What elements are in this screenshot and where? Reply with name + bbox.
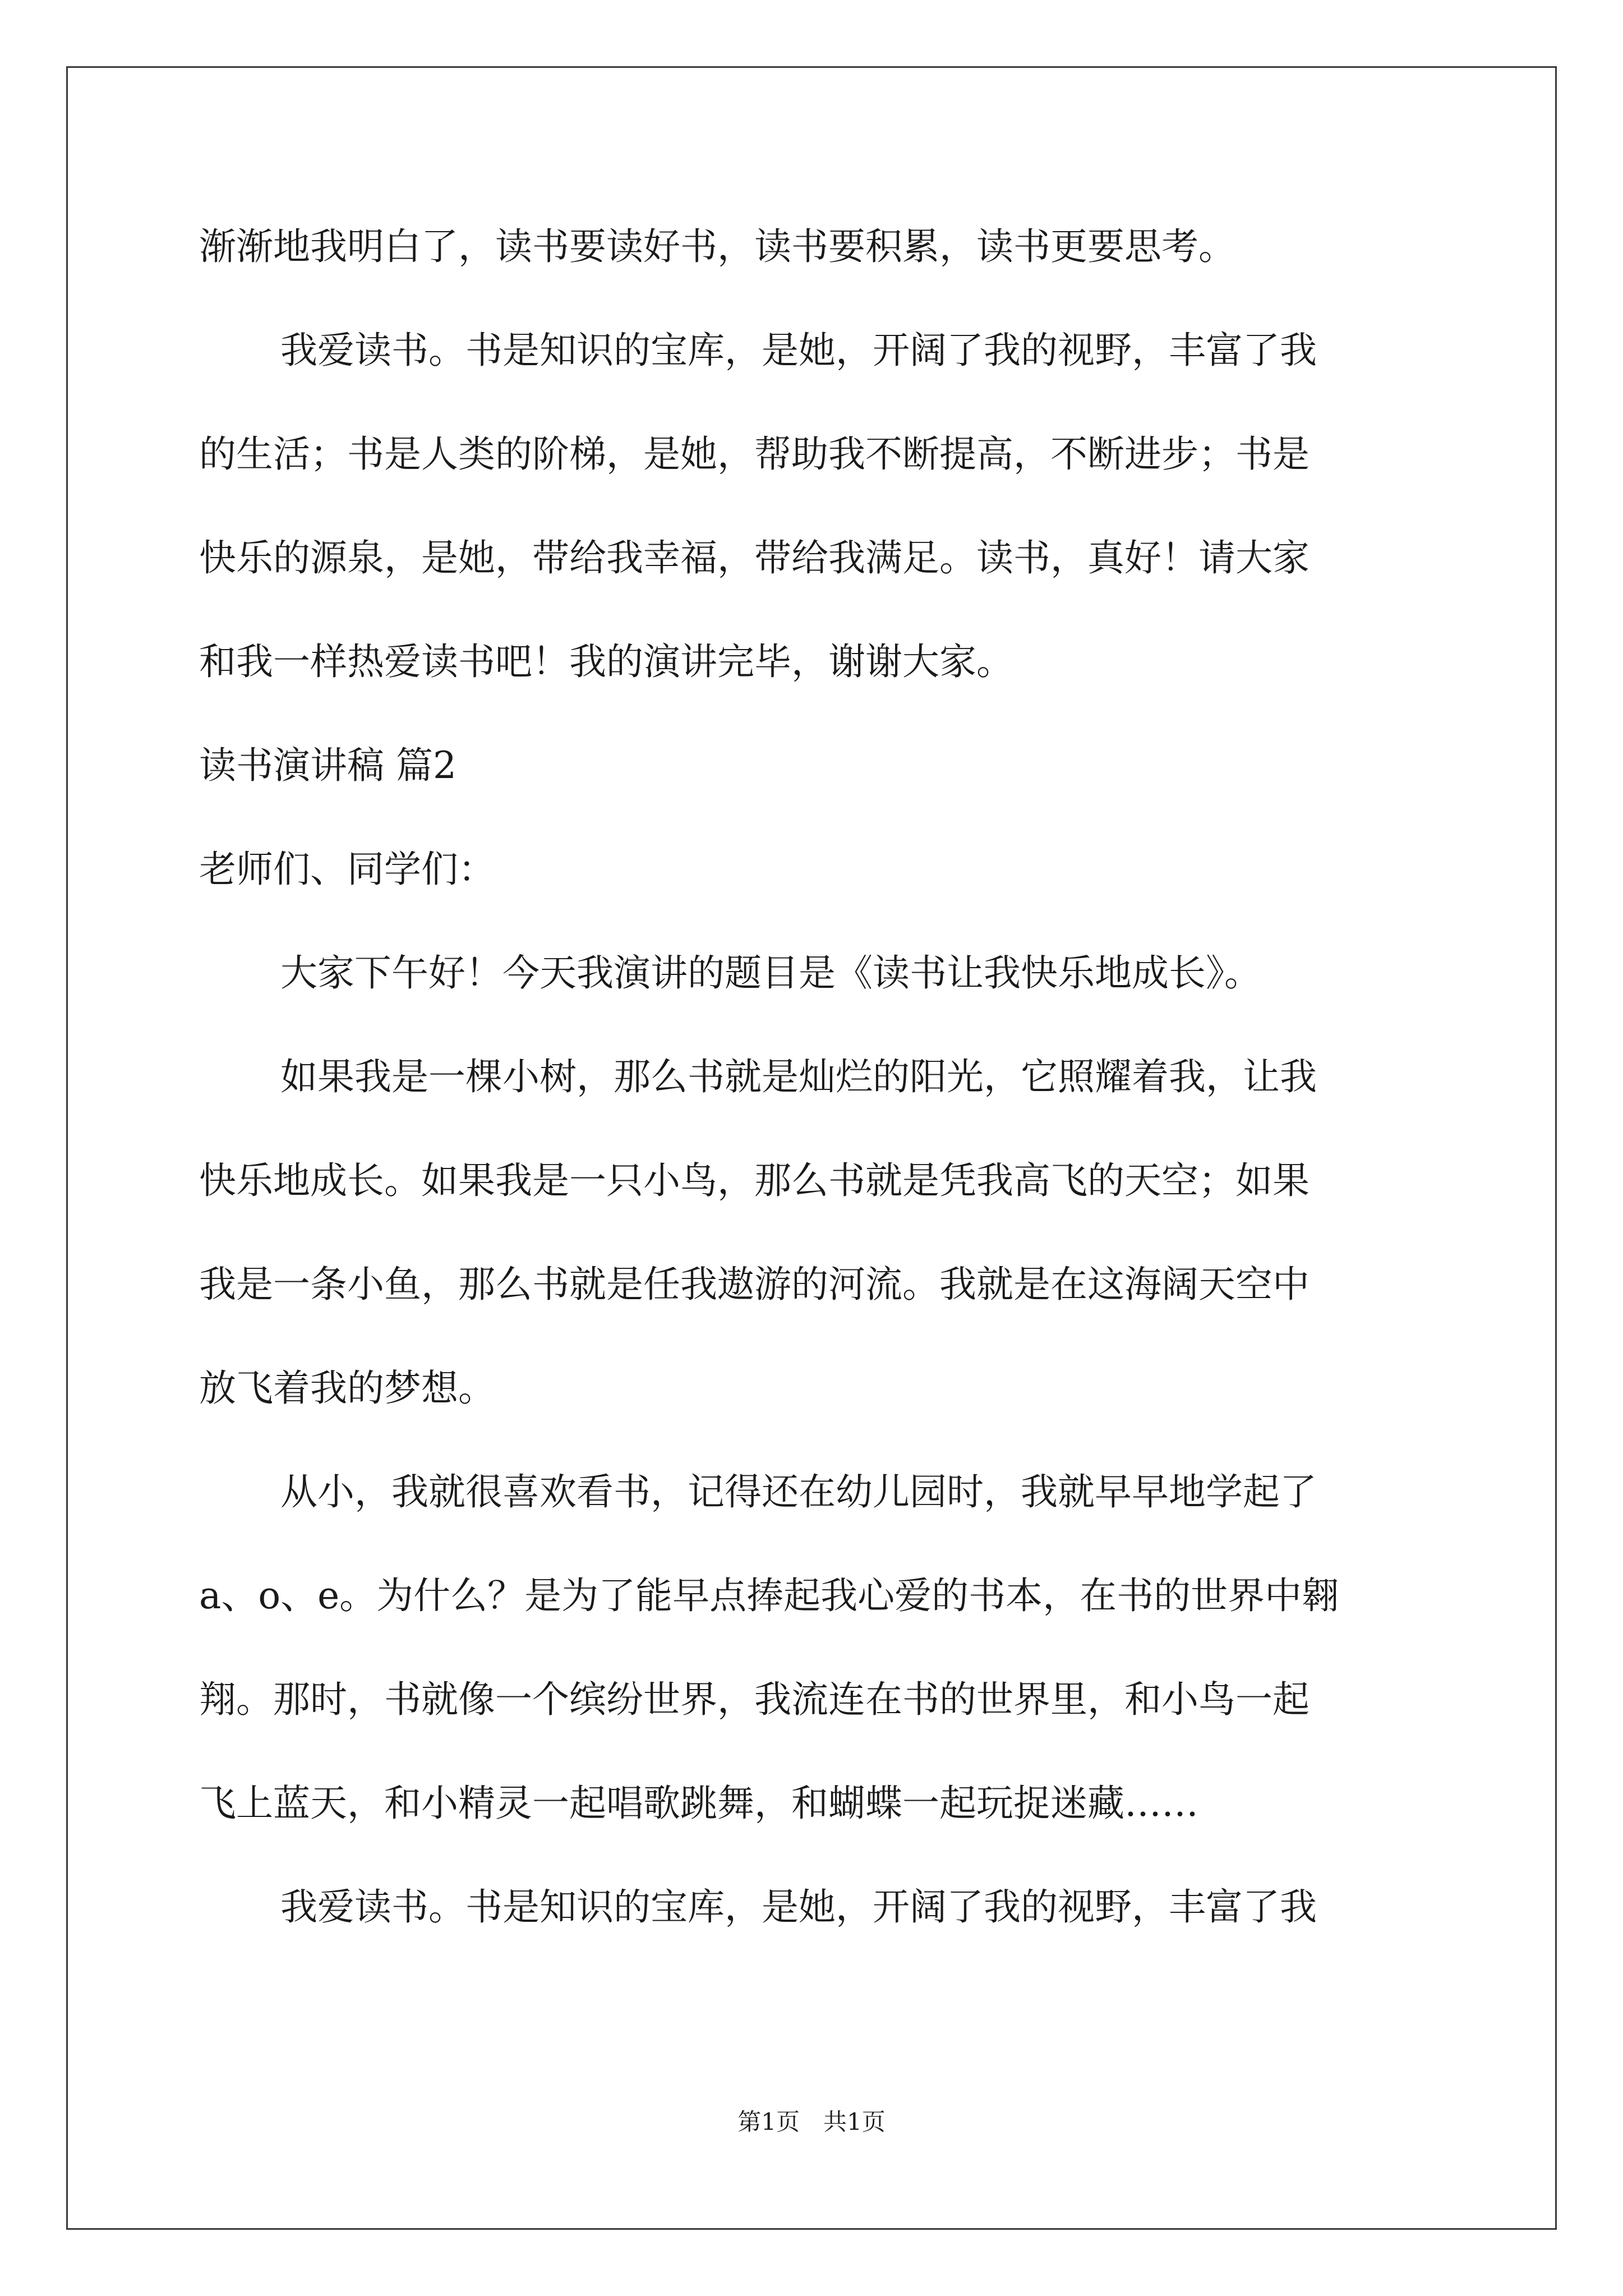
page-number-footer: 第1页 共1页 xyxy=(737,2108,886,2136)
text-line: 翔。那时，书就像一个缤纷世界，我流连在书的世界里，和小鸟一起 xyxy=(199,1678,1310,1721)
text-line: 放飞着我的梦想。 xyxy=(199,1366,495,1410)
text-line: 的生活；书是人类的阶梯，是她，帮助我不断提高，不断进步；书是 xyxy=(199,432,1310,476)
text-line: 我是一条小鱼，那么书就是任我遨游的河流。我就是在这海阔天空中 xyxy=(199,1263,1310,1306)
paragraph-indent-line: 我爱读书。书是知识的宝库，是她，开阔了我的视野，丰富了我 xyxy=(280,329,1317,372)
section-heading: 读书演讲稿 篇2 xyxy=(199,744,457,787)
paragraph-indent-line: 大家下午好！今天我演讲的题目是《读书让我快乐地成长》。 xyxy=(280,951,1261,995)
text-line: 和我一样热爱读书吧！我的演讲完毕，谢谢大家。 xyxy=(199,640,1013,683)
text-line: a、o、e。为什么？是为了能早点捧起我心爱的书本，在书的世界中翱 xyxy=(199,1574,1339,1617)
paragraph-indent-line: 从小，我就很喜欢看书，记得还在幼儿园时，我就早早地学起了 xyxy=(280,1470,1317,1513)
text-line: 快乐地成长。如果我是一只小鸟，那么书就是凭我高飞的天空；如果 xyxy=(199,1159,1310,1202)
text-line: 飞上蓝天，和小精灵一起唱歌跳舞，和蝴蝶一起玩捉迷藏…… xyxy=(199,1782,1198,1825)
text-line: 渐渐地我明白了，读书要读好书，读书要积累，读书更要思考。 xyxy=(199,225,1235,268)
text-line: 快乐的源泉，是她，带给我幸福，带给我满足。读书，真好！请大家 xyxy=(199,536,1310,579)
paragraph-indent-line: 如果我是一棵小树，那么书就是灿烂的阳光，它照耀着我，让我 xyxy=(280,1055,1317,1098)
salutation: 老师们、同学们： xyxy=(199,848,495,891)
paragraph-indent-line: 我爱读书。书是知识的宝库，是她，开阔了我的视野，丰富了我 xyxy=(280,1885,1317,1929)
